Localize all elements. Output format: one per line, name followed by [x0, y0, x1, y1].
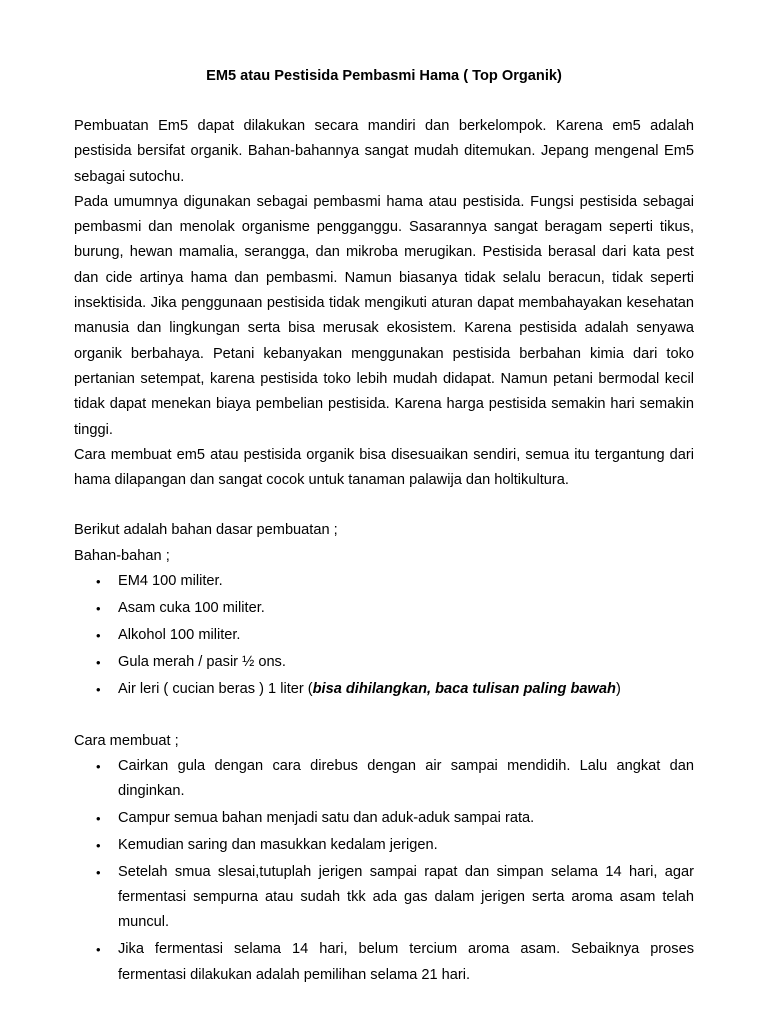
ingredient-text: Air leri ( cucian beras ) 1 liter ( — [118, 680, 313, 697]
ingredient-text: Alkohol 100 militer. — [118, 626, 241, 643]
bullet-icon: • — [96, 627, 101, 643]
steps-heading: Cara membuat ; — [74, 732, 179, 749]
ingredients-heading: Bahan-bahan ; — [74, 547, 170, 564]
bullet-icon: • — [96, 758, 101, 774]
bullet-icon: • — [96, 600, 101, 616]
intro-paragraph: Pembuatan Em5 dapat dilakukan secara mandiri dan berkelompok. Karena em5 adalah pestisida bersifat organik. Bahan-bahannya sangat mudah ditemukan. Jepang mengenal Em5 sebagai sutochu. — [74, 118, 694, 185]
ingredient-note: bisa dihilangkan, baca tulisan paling bawah — [312, 680, 616, 697]
ingredients-list — [74, 569, 694, 702]
document-page — [74, 66, 694, 989]
ingredient-text-end: ) — [615, 680, 621, 697]
steps-list — [74, 754, 694, 988]
step-text: Setelah smua slesai,tutuplah jerigen sampai rapat dan simpan selama 14 hari, agar fermentasi sempurna atau sudah tkk ada gas dalam jerigen serta aroma asam telah muncul. — [118, 863, 694, 931]
list-item — [74, 806, 694, 831]
list-item — [74, 677, 694, 702]
bullet-icon: • — [96, 681, 101, 697]
bullet-icon: • — [96, 864, 101, 880]
step-text: Campur semua bahan menjadi satu dan aduk-aduk sampai rata. — [118, 809, 535, 826]
list-item — [74, 650, 694, 675]
list-item — [74, 596, 694, 621]
step-text: Jika fermentasi selama 14 hari, belum tercium aroma asam. Sebaiknya proses fermentasi dilakukan adalah pemilihan selama 21 hari. — [118, 941, 694, 983]
ingredient-text: EM4 100 militer. — [118, 573, 223, 590]
list-item — [74, 860, 694, 936]
method-paragraph: Cara membuat em5 atau pestisida organik bisa disesuaikan sendiri, semua itu tergantung dari hama dilapangan dan sangat cocok untuk tanaman palawija dan holtikultura. — [74, 446, 694, 489]
body-paragraph: Pada umumnya digunakan sebagai pembasmi hama atau pestisida. Fungsi pestisida sebagai pembasmi dan menolak organisme pengganggu. Sasarannya sangat beragam seperti tikus, burung, hewan mamalia, serangga, dan mikroba merugikan. Pestisida berasal dari kata pest dan cide artinya hama dan pembasmi. Namun biasanya tidak selalu beracun, tidak seperti insektisida. Jika penggunaan pestisida tidak mengikuti aturan dapat membahayakan kesehatan manusia dan lingkungan serta bisa merusak ekosistem. Karena pestisida adalah senyawa organik berbahaya. Petani kebanyakan menggunakan pestisida berbahan kimia dari toko pertanian setempat, karena pestisida toko lebih mudah didapat. Namun petani bermodal kecil tidak dapat menekan biaya pembelian pestisida. Karena harga pestisida semakin hari semakin tinggi. — [74, 193, 694, 438]
bullet-icon: • — [96, 810, 101, 826]
ingredients-intro: Berikut adalah bahan dasar pembuatan ; — [74, 522, 338, 539]
step-text: Cairkan gula dengan cara direbus dengan air sampai mendidih. Lalu angkat dan dinginkan. — [118, 757, 694, 800]
list-item — [74, 833, 694, 858]
step-text: Kemudian saring dan masukkan kedalam jerigen. — [118, 836, 438, 853]
list-item — [74, 623, 694, 648]
ingredient-text: Gula merah / pasir ½ ons. — [118, 653, 286, 670]
paragraph-spacer — [74, 493, 694, 518]
list-item — [74, 754, 694, 805]
bullet-icon: • — [96, 942, 101, 958]
document-title: EM5 atau Pestisida Pembasmi Hama ( Top Organik) — [206, 68, 562, 84]
ingredient-text: Asam cuka 100 militer. — [118, 599, 265, 616]
list-item — [74, 937, 694, 988]
bullet-icon: • — [96, 837, 101, 853]
list-item — [74, 569, 694, 594]
bullet-icon: • — [96, 574, 101, 590]
section-spacer — [74, 704, 694, 729]
bullet-icon: • — [96, 654, 101, 670]
